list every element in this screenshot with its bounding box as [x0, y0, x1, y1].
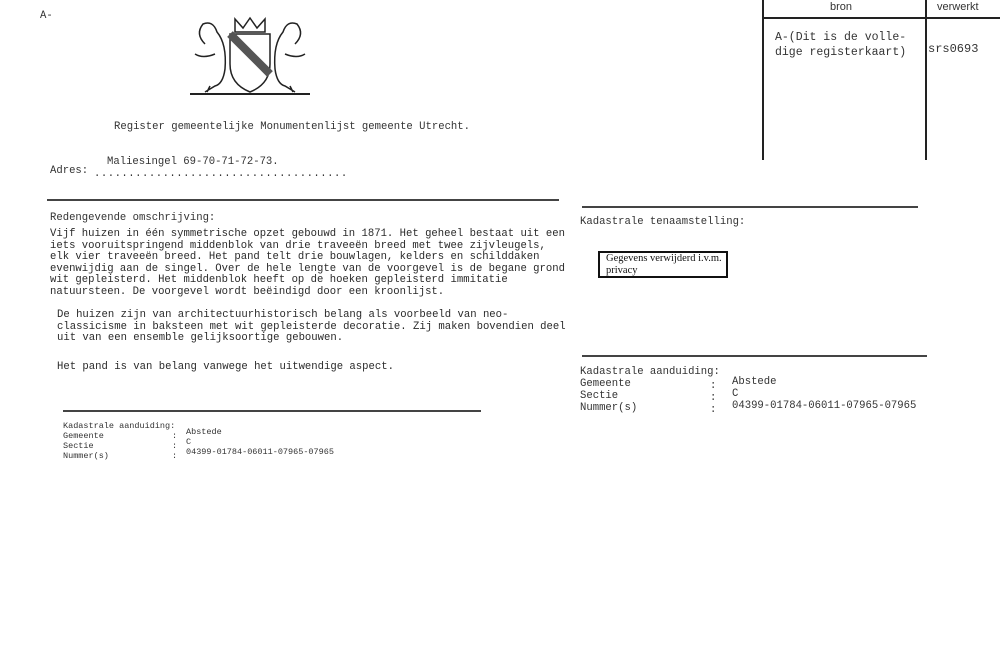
description-heading: Redengevende omschrijving: [50, 212, 216, 224]
column-header-verwerkt: verwerkt [937, 1, 979, 13]
label: Gemeente [580, 378, 631, 390]
colon: : [710, 380, 717, 392]
text-line: classicisme in baksteen met wit gepleisterde decoratie. Zij maken bovendien deel [57, 320, 566, 333]
bron-line: A-(Dit is de volle- [775, 31, 907, 44]
section-rule [582, 206, 918, 208]
value: C [186, 437, 192, 447]
column-header-bron: bron [830, 1, 853, 13]
page-title: Register gemeentelijke Monumentenlijst gemeente Utrecht. [114, 121, 471, 133]
description-paragraph-2 [57, 310, 566, 345]
value: 04399-01784-06011-07965-07965 [186, 447, 334, 457]
value: Abstede [186, 427, 222, 437]
text-line: evenwijdig aan de singel. Over de hele lengte van de voorgevel is de begane grond [50, 262, 565, 275]
bron-line: dige registerkaart) [775, 46, 907, 59]
value: Abstede [732, 376, 777, 388]
bron-value [775, 30, 906, 60]
description-paragraph-3: Het pand is van belang vanwege het uitwendige aspect. [57, 361, 394, 373]
table-header-rule [762, 17, 1000, 19]
address-value: Maliesingel 69-70-71-72-73. [107, 156, 279, 168]
colon: : [172, 431, 178, 441]
colon: : [710, 404, 717, 416]
value: 04399-01784-06011-07965-07965 [732, 400, 917, 412]
colon: : [172, 441, 178, 451]
address-label: Adres: [50, 165, 89, 177]
kadaster-left-labels [63, 421, 178, 461]
kadaster-right-values [732, 376, 916, 412]
label: Nummer(s) [580, 402, 638, 414]
section-rule [582, 355, 927, 357]
utrecht-coat-of-arms-icon [185, 14, 315, 96]
tenaamstelling-heading: Kadastrale tenaamstelling: [580, 216, 746, 228]
kadaster-heading: Kadastrale aanduiding: [580, 366, 720, 378]
kadaster-left-colons [172, 431, 177, 461]
text-line: natuursteen. De voorgevel wordt beëindigd door een kroonlijst. [50, 285, 445, 298]
text-line: privacy [606, 265, 638, 276]
label: Sectie [580, 390, 619, 402]
text-line: Vijf huizen in één symmetrische opzet gebouwd in 1871. Het geheel bestaat uit een [50, 228, 565, 240]
kadaster-right-colons [710, 380, 716, 416]
section-rule [63, 410, 481, 412]
kadaster-left-values [186, 427, 334, 457]
value: C [732, 388, 739, 400]
label: Gemeente [63, 431, 104, 441]
address-dotted-line: ..................................... [94, 168, 348, 180]
text-line: Gegevens verwijderd i.v.m. [606, 253, 722, 264]
label: Sectie [63, 441, 94, 451]
text-line: iets vooruitspringend middenblok van drie traveeën breed met twee zijvleugels, [50, 239, 546, 252]
colon: : [710, 392, 717, 404]
table-divider [925, 0, 927, 160]
kadaster-right-labels [580, 366, 720, 414]
verwerkt-value: srs0693 [928, 42, 979, 56]
privacy-redaction-box [598, 251, 728, 278]
kadaster-heading: Kadastrale aanduiding: [63, 421, 176, 431]
table-divider [762, 0, 764, 160]
text-line: uit van een ensemble gelijksoortige gebouwen. [57, 332, 344, 345]
text-line: elk vier traveeën breed. Het pand telt drie bouwlagen, kelders en schilddaken [50, 251, 540, 264]
colon: : [172, 451, 178, 461]
section-rule [47, 199, 559, 201]
text-line: wit gepleisterd. Het middenblok heeft op de hoeken gepleisterd immitatie [50, 274, 508, 287]
corner-mark: A- [40, 10, 53, 22]
description-paragraph-1 [50, 229, 565, 299]
label: Nummer(s) [63, 451, 109, 461]
text-line: De huizen zijn van architectuurhistorisch belang als voorbeeld van neo- [57, 309, 509, 321]
